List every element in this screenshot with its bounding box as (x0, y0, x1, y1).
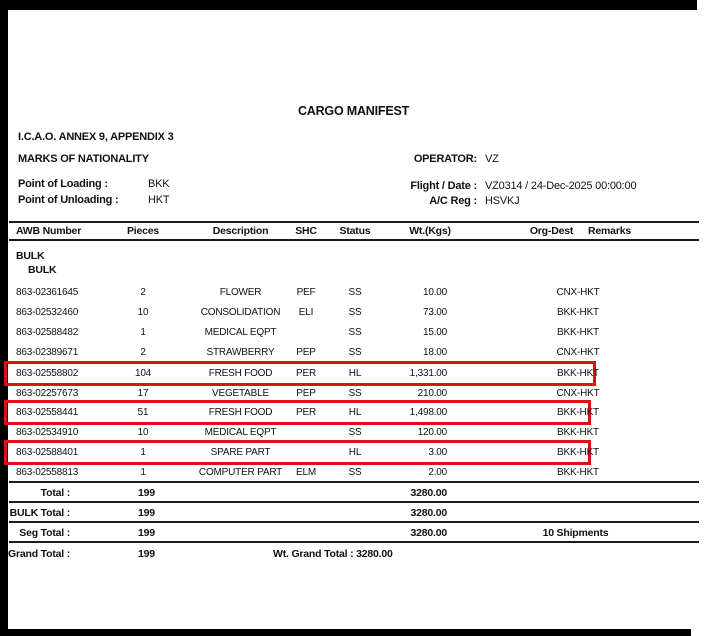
description: SPARE PART (210, 447, 271, 458)
org-dest: CNX-HKT (556, 388, 600, 399)
status: HL (348, 447, 362, 458)
description: FRESH FOOD (208, 368, 273, 379)
table-row (0, 287, 707, 301)
pieces: 10 (137, 427, 149, 438)
table-row (0, 427, 707, 441)
description: MEDICAL EQPT (204, 427, 277, 438)
group-label-bulk: BULK (16, 250, 45, 262)
col-header-remarks: Remarks (588, 225, 631, 237)
bulk-total-label: BULK Total : (9, 507, 70, 519)
total-label: Total : (40, 487, 70, 499)
description: FRESH FOOD (208, 407, 273, 418)
point-of-unloading-label: Point of Unloading : (18, 194, 119, 206)
awb-number: 863-02534910 (16, 427, 79, 438)
awb-number: 863-02257673 (16, 388, 79, 399)
status: SS (348, 388, 362, 399)
seg-total-label: Seg Total : (19, 527, 70, 539)
grand-total-weight-line: Wt. Grand Total : 3280.00 (273, 548, 393, 560)
pieces: 1 (140, 327, 146, 338)
bulk-total-pieces: 199 (138, 507, 155, 519)
shc-code: PEP (296, 388, 316, 399)
total-pieces: 199 (138, 487, 155, 499)
pieces: 2 (140, 287, 146, 298)
seg-total-pieces: 199 (138, 527, 155, 539)
table-row (0, 327, 707, 341)
col-header-awb: AWB Number (16, 225, 82, 237)
description: STRAWBERRY (206, 347, 275, 358)
grand-total-pieces: 199 (138, 548, 155, 560)
awb-number: 863-02558802 (16, 368, 79, 379)
status: SS (348, 307, 362, 318)
pieces: 17 (137, 388, 149, 399)
org-dest: BKK-HKT (557, 447, 599, 458)
col-header-shc: SHC (295, 225, 317, 237)
aircraft-reg-label: A/C Reg : (429, 195, 477, 207)
seg-total-shipments: 10 Shipments (542, 527, 609, 539)
table-row-highlighted (0, 447, 707, 461)
totals-top-rule (9, 481, 699, 483)
awb-number: 863-02588401 (16, 447, 79, 458)
status: SS (348, 467, 362, 478)
org-dest: BKK-HKT (557, 467, 599, 478)
table-row (0, 388, 707, 402)
description: COMPUTER PART (198, 467, 283, 478)
pieces: 51 (137, 407, 149, 418)
status: HL (348, 407, 362, 418)
pieces: 10 (137, 307, 149, 318)
table-row-highlighted (0, 368, 707, 382)
table-top-rule (9, 221, 699, 223)
total-rule (9, 501, 699, 503)
operator-label: OPERATOR: (413, 153, 477, 165)
col-header-weight: Wt.(Kgs) (409, 225, 451, 237)
org-dest: BKK-HKT (557, 307, 599, 318)
weight: 2.00 (428, 467, 447, 478)
seg-total-weight: 3280.00 (410, 527, 447, 539)
pieces: 1 (140, 467, 146, 478)
shc-code: PEF (296, 287, 316, 298)
flight-date-label: Flight / Date : (410, 180, 477, 192)
weight: 3.00 (428, 447, 447, 458)
point-of-loading-label: Point of Loading : (18, 178, 108, 190)
pieces: 104 (134, 368, 152, 379)
table-row (0, 347, 707, 361)
marks-of-nationality-line: MARKS OF NATIONALITY (18, 153, 149, 165)
table-row (0, 307, 707, 321)
weight: 15.00 (422, 327, 447, 338)
grand-total-label: Grand Total : (8, 548, 70, 560)
weight: 120.00 (417, 427, 447, 438)
annex-line: I.C.A.O. ANNEX 9, APPENDIX 3 (18, 131, 174, 143)
point-of-loading-value: BKK (148, 178, 170, 190)
flight-date-value: VZ0314 / 24-Dec-2025 00:00:00 (485, 180, 637, 192)
table-row-highlighted (0, 407, 707, 421)
weight: 1,331.00 (409, 368, 447, 379)
point-of-unloading-value: HKT (148, 194, 170, 206)
org-dest: BKK-HKT (557, 427, 599, 438)
shc-code: PER (296, 407, 316, 418)
awb-number: 863-02361645 (16, 287, 79, 298)
weight: 73.00 (422, 307, 447, 318)
bulk-total-weight: 3280.00 (410, 507, 447, 519)
awb-number: 863-02588482 (16, 327, 79, 338)
total-weight: 3280.00 (410, 487, 447, 499)
description: VEGETABLE (212, 388, 269, 399)
weight: 210.00 (417, 388, 447, 399)
weight: 1,498.00 (409, 407, 447, 418)
awb-number: 863-02558813 (16, 467, 79, 478)
shc-code: ELM (296, 467, 316, 478)
page-edge-bar-bottom (0, 629, 691, 636)
aircraft-reg-value: HSVKJ (485, 195, 520, 207)
page-edge-bar-top (0, 0, 697, 10)
table-header-rule (9, 239, 699, 241)
status: HL (348, 368, 362, 379)
status: SS (348, 327, 362, 338)
status: SS (348, 347, 362, 358)
seg-total-rule (9, 541, 699, 543)
org-dest: CNX-HKT (556, 287, 600, 298)
weight: 18.00 (422, 347, 447, 358)
pieces: 2 (140, 347, 146, 358)
bulk-total-rule (9, 521, 699, 523)
operator-value: VZ (485, 153, 499, 165)
col-header-org-dest: Org-Dest (529, 225, 574, 237)
subgroup-label-bulk: BULK (28, 264, 57, 276)
col-header-description: Description (212, 225, 269, 237)
org-dest: CNX-HKT (556, 347, 600, 358)
org-dest: BKK-HKT (557, 407, 599, 418)
status: SS (348, 287, 362, 298)
awb-number: 863-02389671 (16, 347, 79, 358)
org-dest: BKK-HKT (557, 368, 599, 379)
description: CONSOLIDATION (200, 307, 281, 318)
awb-number: 863-02532460 (16, 307, 79, 318)
org-dest: BKK-HKT (557, 327, 599, 338)
status: SS (348, 427, 362, 438)
description: MEDICAL EQPT (204, 327, 277, 338)
document-title: CARGO MANIFEST (297, 104, 410, 118)
pieces: 1 (140, 447, 146, 458)
awb-number: 863-02558441 (16, 407, 79, 418)
table-row (0, 467, 707, 481)
col-header-status: Status (339, 225, 371, 237)
shc-code: PEP (296, 347, 316, 358)
weight: 10.00 (422, 287, 447, 298)
shc-code: ELI (298, 307, 314, 318)
col-header-pieces: Pieces (126, 225, 160, 237)
description: FLOWER (219, 287, 262, 298)
shc-code: PER (296, 368, 316, 379)
